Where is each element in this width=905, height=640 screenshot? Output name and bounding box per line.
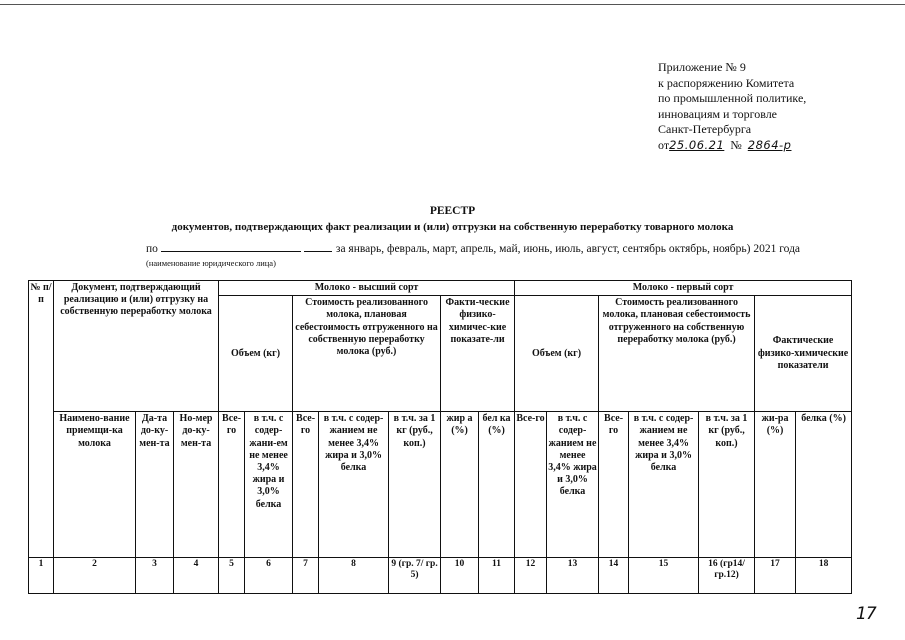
appendix-line: инновациям и торговле (658, 106, 778, 121)
header-volume-top: Объем (кг) (219, 296, 293, 412)
header-volume-first: Объем (кг) (515, 296, 599, 412)
period-text: за январь, февраль, март, апрель, май, июнь, июль, август, сентябрь октябрь, ноябрь) 2021 года (335, 243, 801, 255)
column-number: 4 (174, 558, 219, 594)
column-number: 9 (гр. 7/ гр. 5) (389, 558, 441, 594)
header-cost-first: Стоимость реализованного молока, плановая себестоимость отгруженного на собственную переработку молока (руб.) (599, 296, 755, 412)
appendix-line: по промышленной политике, (658, 91, 807, 105)
column-number: 13 (547, 558, 599, 594)
column-number: 10 (441, 558, 479, 594)
header-cost-quality: в т.ч. с содер-жанием не менее 3,4% жира и 3,0% белка (319, 412, 389, 558)
register-table (28, 280, 852, 594)
header-cost-top: Стоимость реализованного молока, плановая себестоимость отгруженного на собственную переработку молока (руб.) (293, 296, 441, 412)
appendix-date-line (658, 138, 888, 154)
appendix-block (658, 60, 888, 153)
legal-entity-blank (161, 240, 301, 252)
from-prefix: от (658, 137, 670, 152)
handwritten-date: 25.06.21 (669, 137, 725, 152)
header-document: Документ, подтверждающий реализацию и (или) отгрузку на собственную переработку молока (54, 281, 219, 412)
appendix-line: Санкт-Петербурга (658, 122, 752, 136)
column-number: 2 (54, 558, 136, 594)
header-protein: белка (%) (796, 412, 852, 558)
header-document-number: Но-мер до-ку-мен-та (174, 412, 219, 558)
header-volume-quality: в т.ч. с содер-жанием не менее 3,4% жира и 3,0% белка (547, 412, 599, 558)
header-cost-per-kg: в т.ч. за 1 кг (руб., коп.) (699, 412, 755, 558)
column-number: 11 (479, 558, 515, 594)
column-number: 5 (219, 558, 245, 594)
scan-edge-line (0, 4, 905, 5)
column-number: 7 (293, 558, 319, 594)
page-mark: 17 (856, 604, 876, 624)
appendix-line: Приложение № 9 (658, 60, 746, 74)
legal-entity-note: (наименование юридического лица) (146, 258, 276, 268)
period-prefix: по (146, 243, 158, 255)
header-cost-per-kg: в т.ч. за 1 кг (руб., коп.) (389, 412, 441, 558)
header-document-date: Да-та до-ку-мен-та (136, 412, 174, 558)
header-cost-quality: в т.ч. с содер-жанием не менее 3,4% жира и 3,0% белка (629, 412, 699, 558)
header-phys-first: Фактические физико-химические показатели (755, 296, 852, 412)
column-number: 3 (136, 558, 174, 594)
header-cost-total: Все-го (293, 412, 319, 558)
header-protein: бел ка (%) (479, 412, 515, 558)
header-row-3 (29, 412, 852, 558)
header-fat: жи-ра (%) (755, 412, 796, 558)
register-subtitle: документов, подтверждающих факт реализации и (или) отгрузки на собственную переработку товарного молока (171, 221, 734, 233)
column-number: 17 (755, 558, 796, 594)
number-prefix: № (730, 137, 742, 152)
period-line (146, 240, 800, 255)
register-title: РЕЕСТР (429, 205, 476, 217)
column-number: 1 (29, 558, 54, 594)
header-volume-total: Все-го (219, 412, 245, 558)
header-milk-top: Молоко - высший сорт (219, 281, 515, 296)
column-number: 8 (319, 558, 389, 594)
legal-entity-blank-short (304, 240, 332, 252)
column-number: 18 (796, 558, 852, 594)
column-number: 12 (515, 558, 547, 594)
handwritten-number: 2864-р (747, 137, 792, 152)
column-number: 6 (245, 558, 293, 594)
column-number-row (29, 558, 852, 594)
column-number: 15 (629, 558, 699, 594)
header-milk-first: Молоко - первый сорт (515, 281, 852, 296)
header-fat: жир а (%) (441, 412, 479, 558)
column-number: 14 (599, 558, 629, 594)
header-num: № п/п (29, 281, 54, 558)
column-number: 16 (гр14/ гр.12) (699, 558, 755, 594)
header-phys-top: Факти-ческие физико-химичес-кие показате-ли (441, 296, 515, 412)
header-receiver-name: Наимено-вание приемщи-ка молока (54, 412, 136, 558)
header-row-1 (29, 281, 852, 296)
header-volume-total: Все-го (515, 412, 547, 558)
appendix-line: к распоряжению Комитета (658, 75, 795, 90)
header-volume-quality: в т.ч. с содер-жани-ем не менее 3,4% жира и 3,0% белка (245, 412, 293, 558)
header-cost-total: Все-го (599, 412, 629, 558)
